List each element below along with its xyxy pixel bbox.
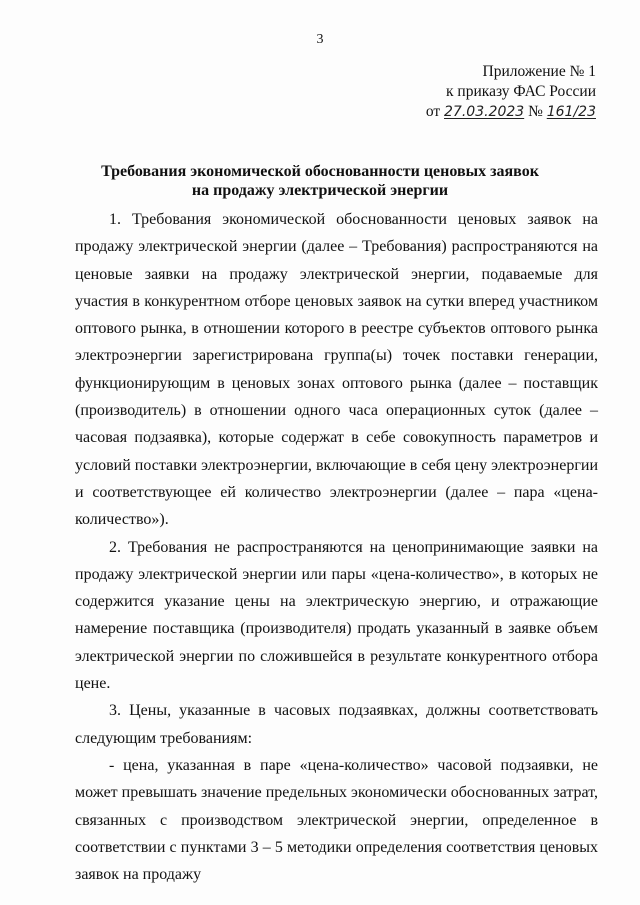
handwritten-date: 27.03.2023 bbox=[444, 104, 525, 120]
paragraph-1: 1. Требования экономической обоснованности ценовых заявок на продажу электрической энергии (далее – Требования) распространяются на ценовые заявки на продажу электрической энергии, подаваемые для участия в конкурентном отборе ценовых заявок на сутки вперед участником оптового рынка, в отношении которого в реестре субъектов оптового рынка электроэнергии зарегистрирована группа(ы) точек поставки генерации, функционирующим в ценовых зонах оптового рынка (далее – поставщик (производитель) в отношении одного часа операционных суток (далее – часовая подзаявка), которые содержат в себе совокупность параметров и условий поставки электроэнергии, включающие в себя цену электроэнергии и соответствующее ей количество электроэнергии (далее – пара «цена-количество»). bbox=[75, 211, 598, 529]
appendix-header bbox=[426, 62, 596, 122]
number-prefix: № bbox=[528, 103, 543, 120]
title-line-2: на продажу электрической энергии bbox=[191, 182, 449, 199]
page-number: 3 bbox=[316, 32, 324, 47]
paragraph-2: 2. Требования не распространяются на ценопринимающие заявки на продажу электрической энергии или пары «цена-количество», в которых не содержится указание цены на электрическую энергию, и отражающие намерение поставщика (производителя) продать указанный в заявке объем электрической энергии по сложившейся в результате конкурентного отбора цене. bbox=[75, 538, 598, 693]
paragraph-3: 3. Цены, указанные в часовых подзаявках, должны соответствовать следующим требованиям: bbox=[75, 702, 598, 747]
appendix-title: Приложение № 1 bbox=[482, 63, 596, 80]
date-prefix: от bbox=[425, 103, 441, 120]
document-title bbox=[0, 162, 640, 200]
document-body bbox=[75, 206, 598, 888]
paragraph-4: - цена, указанная в паре «цена-количество» часовой подзаявки, не может превышать значение предельных экономически обоснованных затрат, связанных с производством электрической энергии, определенное в соответствии с пунктами 3 – 5 методики определения соответствия ценовых заявок на продажу bbox=[75, 756, 598, 884]
title-line-1: Требования экономической обоснованности ценовых заявок bbox=[101, 163, 539, 180]
appendix-date-line bbox=[426, 102, 596, 122]
appendix-order-ref: к приказу ФАС России bbox=[446, 83, 596, 100]
handwritten-number: 161/23 bbox=[546, 104, 596, 120]
